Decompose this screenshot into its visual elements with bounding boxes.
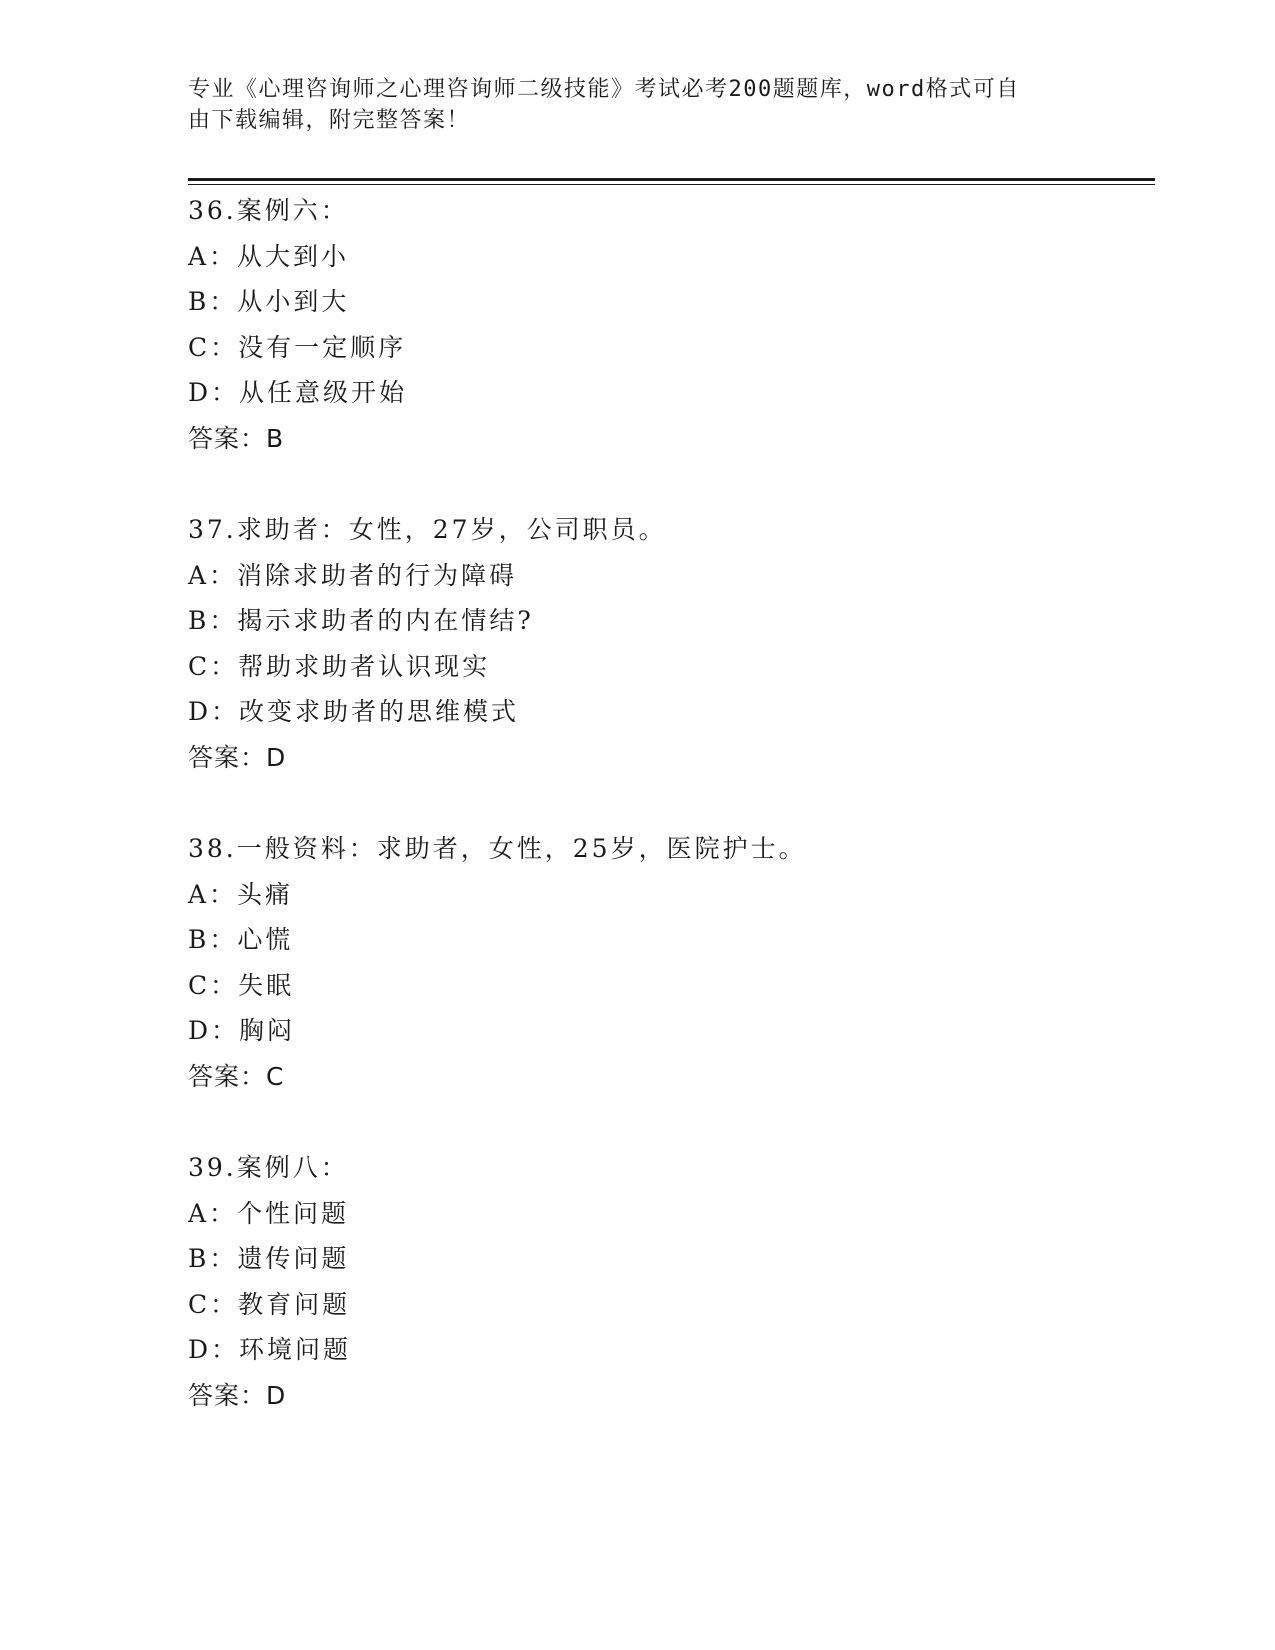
header-line-1: 专业《心理咨询师之心理咨询师二级技能》考试必考200题题库，word格式可自 [188,77,1020,102]
answer-label: 答案：D [188,742,287,772]
question-block-36 [188,188,1088,461]
document-header [188,74,1068,136]
option-a: A：个性问题 [188,1198,350,1228]
option-c: C：帮助求助者认识现实 [188,651,491,681]
header-divider-thick [188,178,1155,181]
option-b: B：遗传问题 [188,1244,350,1273]
option-d: D：环境问题 [188,1335,352,1364]
question-block-39 [188,1145,1088,1418]
question-stem: 36.案例六： [188,196,349,225]
question-stem: 39.案例八： [188,1153,349,1182]
question-stem: 37.求助者：女性，27岁，公司职员。 [188,515,667,544]
question-block-37 [188,507,1088,780]
option-c: C：没有一定顺序 [188,332,407,362]
header-divider-thin [188,184,1155,185]
option-c: C：失眠 [188,970,295,1000]
option-c: C：教育问题 [188,1289,351,1319]
question-stem: 38.一般资料：求助者，女性，25岁，医院护士。 [188,834,807,863]
option-d: D：从任意级开始 [188,378,408,407]
option-b: B：从小到大 [188,287,350,316]
option-a: A：从大到小 [188,241,350,271]
answer-label: 答案：B [188,423,285,453]
option-b: B：心慌 [188,925,294,954]
header-line-2: 由下载编辑，附完整答案！ [188,108,471,133]
option-a: A：头痛 [188,879,294,909]
question-block-38 [188,826,1088,1099]
option-d: D：胸闷 [188,1016,296,1045]
answer-label: 答案：C [188,1061,285,1091]
answer-label: 答案：D [188,1380,287,1410]
option-d: D：改变求助者的思维模式 [188,697,520,726]
option-a: A：消除求助者的行为障碍 [188,560,518,590]
option-b: B：揭示求助者的内在情结? [188,606,534,635]
